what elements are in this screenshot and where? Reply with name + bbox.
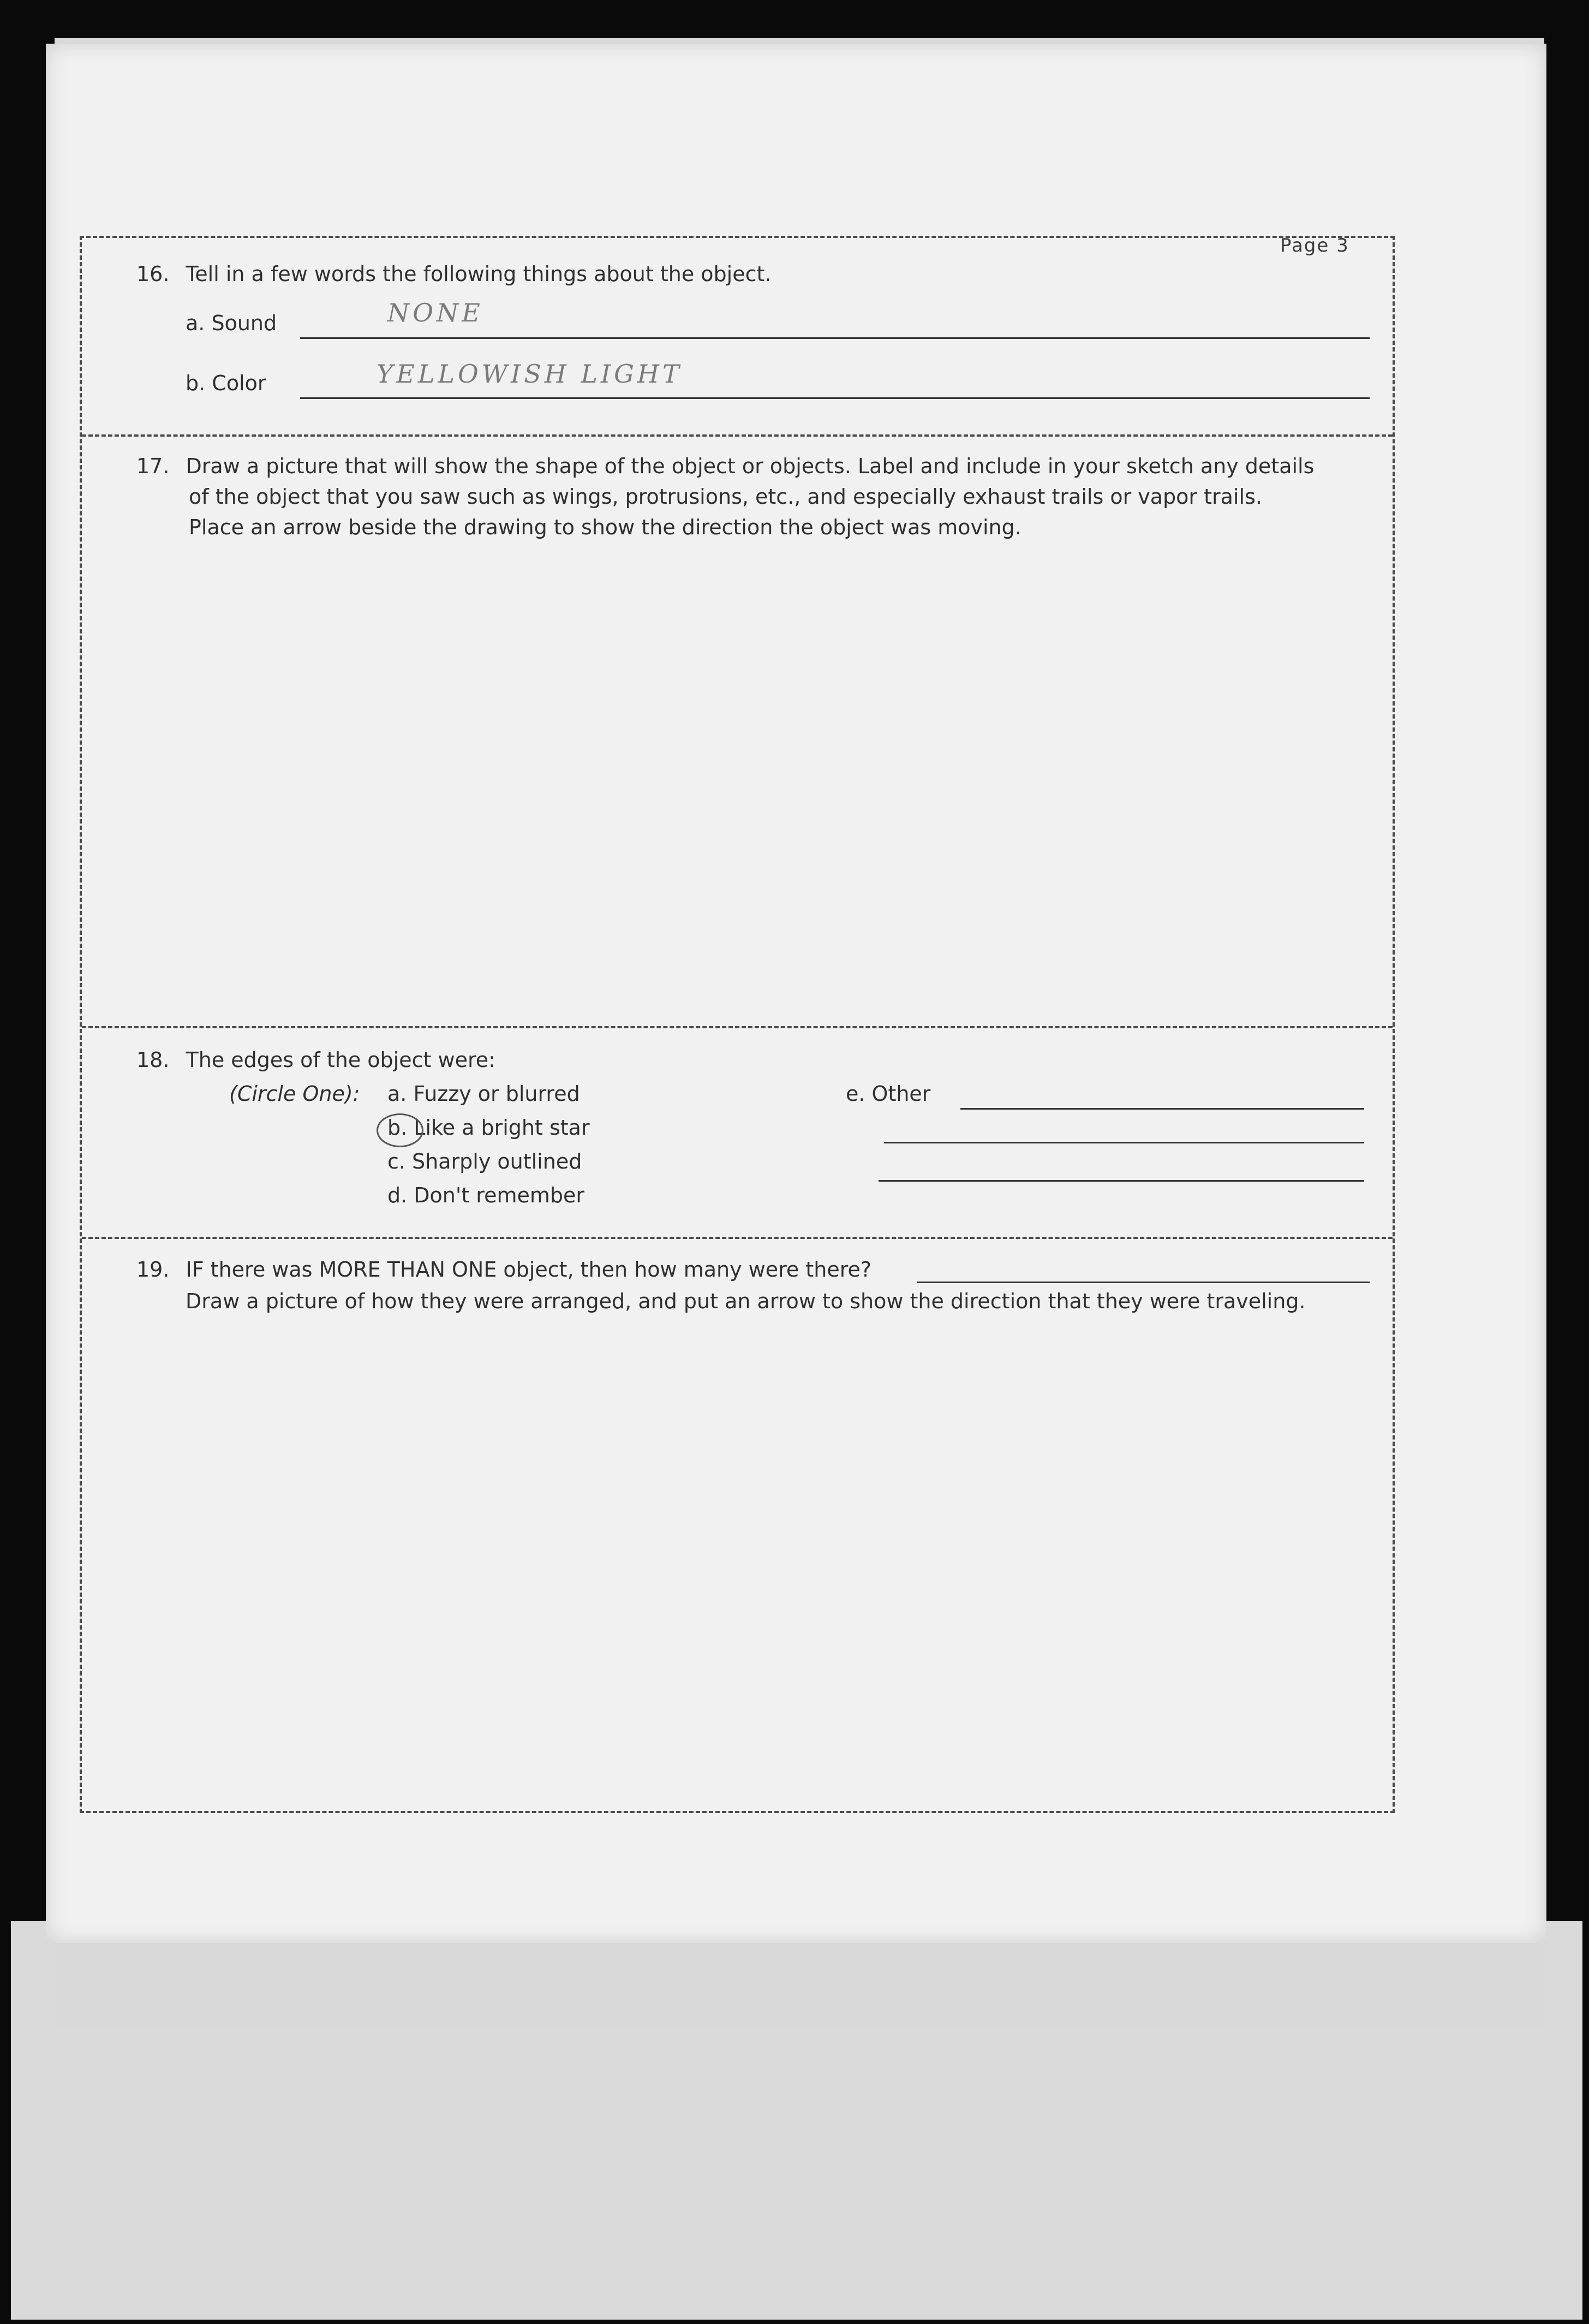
section-divider — [82, 434, 1393, 437]
color-answer-line — [300, 397, 1370, 399]
form-box — [80, 236, 1395, 1813]
other-answer-line-1 — [960, 1108, 1364, 1110]
question-text-line-1: Draw a picture that will show the shape of the object or objects. Label and include in your sketch any details — [186, 454, 1315, 478]
circle-one-instruction: (Circle One): — [229, 1082, 360, 1106]
question-16 — [136, 259, 771, 289]
question-18 — [136, 1045, 495, 1075]
question-text: The edges of the object were: — [186, 1048, 495, 1072]
sound-answer-line — [300, 337, 1370, 339]
option-d: d. Don't remember — [387, 1183, 584, 1207]
question-number: 17. — [136, 454, 170, 478]
question-19-line-2: Draw a picture of how they were arranged, and put an arrow to show the direction that they were traveling. — [186, 1289, 1306, 1313]
question-number: 19. — [136, 1258, 170, 1282]
sound-answer: NONE — [387, 298, 483, 327]
option-c: c. Sharply outlined — [387, 1149, 582, 1173]
question-text-line-1: IF there was MORE THAN ONE object, then how many were there? — [186, 1258, 872, 1282]
option-b: b. Like a bright star — [387, 1116, 590, 1140]
section-divider — [82, 1237, 1393, 1239]
selected-circle-mark — [377, 1113, 423, 1147]
sound-label: a. Sound — [186, 311, 277, 335]
option-e: e. Other — [846, 1082, 931, 1106]
question-text: Tell in a few words the following things about the object. — [186, 262, 772, 286]
color-label: b. Color — [186, 371, 266, 395]
option-a: a. Fuzzy or blurred — [387, 1082, 580, 1106]
question-17 — [136, 451, 1314, 481]
count-answer-line — [917, 1282, 1370, 1283]
question-17-line-2: of the object that you saw such as wings, protrusions, etc., and especially exhaust trails or vapor trails. — [189, 485, 1262, 509]
other-answer-line-2 — [884, 1142, 1364, 1143]
other-answer-line-3 — [879, 1180, 1364, 1182]
question-number: 18. — [136, 1048, 170, 1072]
color-answer: YELLOWISH LIGHT — [377, 359, 683, 389]
question-19 — [136, 1254, 871, 1285]
section-divider — [82, 1026, 1393, 1028]
question-17-line-3: Place an arrow beside the drawing to show the direction the object was moving. — [189, 515, 1021, 539]
page-number: Page 3 — [1280, 235, 1349, 257]
question-number: 16. — [136, 262, 170, 286]
